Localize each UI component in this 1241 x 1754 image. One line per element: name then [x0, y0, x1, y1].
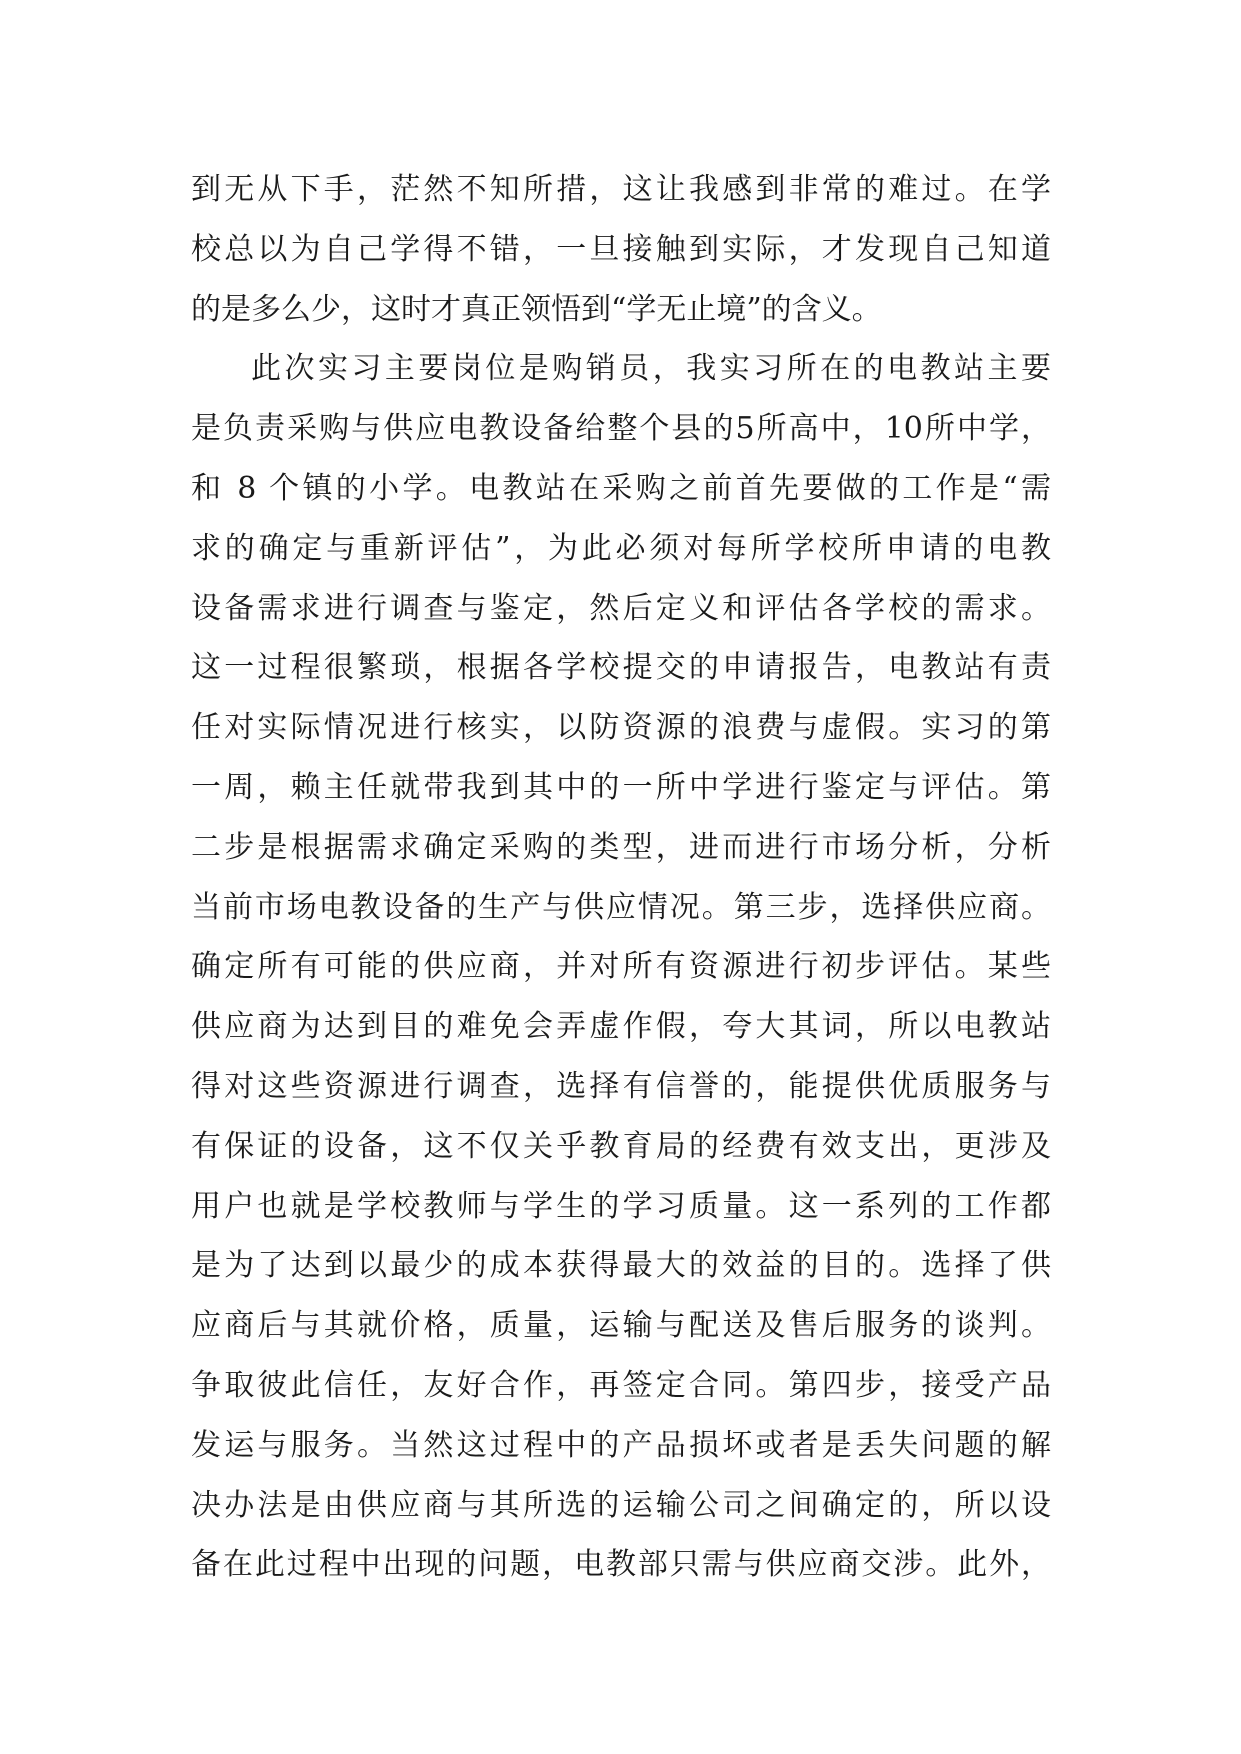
- text-line: 到无从下手，茫然不知所措，这让我感到非常的难过。在学: [191, 172, 1051, 207]
- text-line: 备在此过程中出现的问题，电教部只需与供应商交涉。此外，: [191, 1547, 1051, 1583]
- text-line: 应商后与其就价格，质量，运输与配送及售后服务的谈判。: [191, 1308, 1051, 1344]
- text-line: 和 8 个镇的小学。电教站在采购之前首先要做的工作是“需: [191, 470, 1051, 506]
- text-line: 争取彼此信任，友好合作，再签定合同。第四步，接受产品: [191, 1367, 1051, 1403]
- text-line: 确定所有可能的供应商，并对所有资源进行初步评估。某些: [191, 949, 1051, 985]
- text-line: 这一过程很繁琐，根据各学校提交的申请报告，电教站有责: [191, 650, 1051, 686]
- text-line: 一周，赖主任就带我到其中的一所中学进行鉴定与评估。第: [191, 769, 1051, 805]
- text-line: 的是多么少，这时才真正领悟到“学无止境”的含义。: [191, 291, 882, 327]
- text-line: 发运与服务。当然这过程中的产品损坏或者是丢失问题的解: [191, 1427, 1051, 1463]
- text-line: 决办法是由供应商与其所选的运输公司之间确定的，所以设: [191, 1487, 1051, 1523]
- text-line: 用户也就是学校教师与学生的学习质量。这一系列的工作都: [191, 1188, 1051, 1224]
- text-line: 二步是根据需求确定采购的类型，进而进行市场分析，分析: [191, 829, 1051, 865]
- text-line: 有保证的设备，这不仅关乎教育局的经费有效支出，更涉及: [191, 1128, 1051, 1164]
- text-line: 是为了达到以最少的成本获得最大的效益的目的。选择了供: [191, 1248, 1051, 1284]
- text-line: 供应商为达到目的难免会弄虚作假，夸大其词，所以电教站: [191, 1009, 1051, 1045]
- text-line: 校总以为自己学得不错，一旦接触到实际，才发现自己知道: [191, 231, 1051, 267]
- text-line: 当前市场电教设备的生产与供应情况。第三步，选择供应商。: [191, 889, 1051, 925]
- text-line: 求的确定与重新评估”，为此必须对每所学校所申请的电教: [191, 530, 1051, 566]
- body-text: [191, 160, 1051, 1595]
- text-line: 设备需求进行调查与鉴定，然后定义和评估各学校的需求。: [191, 590, 1051, 626]
- text-line: 任对实际情况进行核实，以防资源的浪费与虚假。实习的第: [191, 710, 1051, 746]
- text-line: 是负责采购与供应电教设备给整个县的5所高中，10所中学，: [191, 411, 1051, 447]
- text-line: 此次实习主要岗位是购销员，我实习所在的电教站主要: [251, 351, 1051, 387]
- text-line: 得对这些资源进行调查，选择有信誉的，能提供优质服务与: [191, 1068, 1051, 1104]
